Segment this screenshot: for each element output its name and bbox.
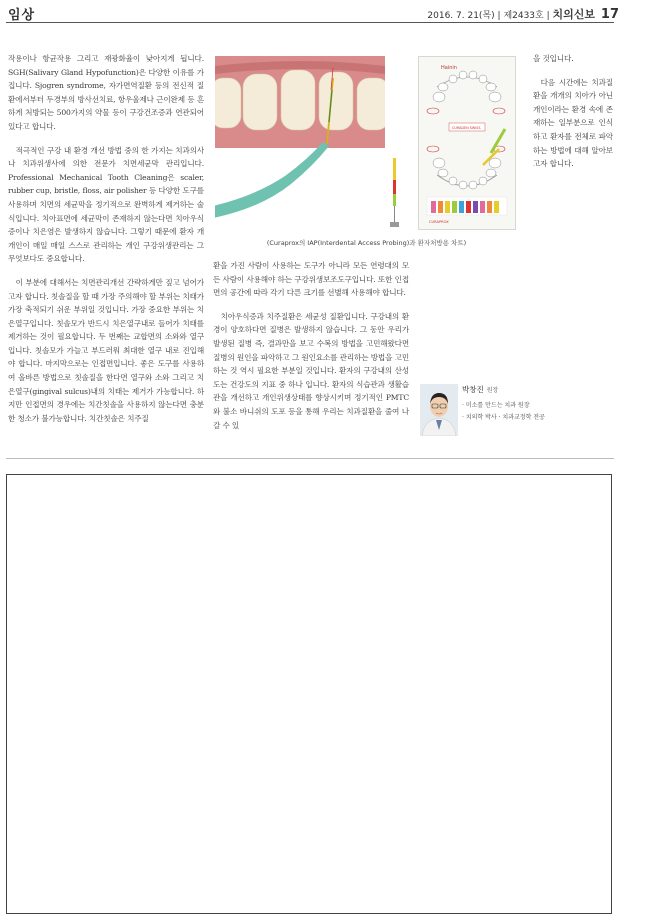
article-column-3 xyxy=(533,52,613,181)
prescription-chart xyxy=(418,56,516,230)
figure-caption: (Curaprox의 IAP(Interdental Access Probing)과 환자처방용 차트) xyxy=(266,239,467,247)
paragraph: 적극적인 구강 내 환경 개선 방법 중의 한 가지는 치과의사나 치과위생사에 의한 전문가 치면세균막 관리입니다. Professional Mechanical Tooth Cleaning은 scaler, rubber cup, bristle, floss, air polisher 등 다양한 도구를 사용하며 치면의 세균막을 정기적으로 완벽하게 제거하는 술식입니다. 치아표면에 세균막이 존재하지 않는다면 치아우식증이나 치은염은 발생하지 않습니다. 그렇기 때문에 환자 개개인이 매일 매일 스스로 관리하는 개인 구강위생관리는 그 무엇보다도 중요합니다. xyxy=(8,145,204,264)
paragraph: 작용이나 항균작용 그리고 재광화율이 낮아지게 됩니다. SGH(Salivary Gland Hypofunction)은 다양한 이유를 가집니다. Sjogren syndrome, 자가면역질환 등의 전신적 질환에서부터 두경부의 방사선치료, 항우울제나 근이완제 등 흔하게 처방되는 500가지의 약물 등이 구강건조증과 연관되어 있다고 합니다. xyxy=(8,54,204,131)
section-title: 임상 xyxy=(8,8,36,23)
separator: | xyxy=(497,11,504,21)
paragraph: 치아우식증과 치주질환은 세균성 질환입니다. 구강내의 환경이 양호하다면 질병은 발생하지 않습니다. 그 동안 우리가 발생된 질병 즉, 결과만을 보고 수복의 방법을 고민해왔다면 질병의 원인을 파악하고 그 원인요소를 관리하는 방법을 고민하는 것 역시 필요한 부분일 것입니다. 환자의 구강내의 산성도는 건강도의 지표 중 하나 입니다. 환자의 식습관과 생활습관을 개선하고 개인위생상태를 향상시키며 정기적인 PMTC와 불소 바니쉬의 도포 등을 통해 우리는 치과질환을 줄여 나갈 수 있 xyxy=(213,311,409,430)
masthead-info xyxy=(427,6,619,22)
paragraph: 을 것입니다. xyxy=(533,54,574,63)
paragraph: 다음 시간에는 치과질환을 개개의 치아가 아닌 개인이라는 환경 속에 존재하는 일부분으로 인식하고 환자를 전체로 파악하는 방법에 대해 알아보고자 합니다. xyxy=(533,77,613,169)
svg-text:Hainin: Hainin xyxy=(441,65,457,71)
paper-name: 치의신보 xyxy=(552,8,596,21)
header-rule xyxy=(6,22,614,23)
author-box xyxy=(420,384,620,444)
paragraph: 이 부분에 대해서는 치면관리개선 간략하게만 짚고 넘어가고자 합니다. 칫솔질을 할 때 가장 주의해야 할 부위는 치태가 가장 축적되기 쉬운 부위일 것입니다. 가장 중요한 부위는 치은열구입니다. 칫솔모가 반드시 치은열구내로 들어가 치태를 제거하는 것이 필요합니다. 두 번째는 교합면의 소와와 열구입니다. 칫솔모가 가늘고 부드러워 최대한 열구 내로 진입해야 합니다. 마지막으로는 인접면입니다. 좋은 도구를 사용하여 올바른 방법으로 칫솔질을 한다면 열구와 소와 그리고 치은열구(gingival sulcus)내의 치태는 제거가 가능합니다. 하지만 인접면의 경우에는 치간칫솔을 사용하지 않는다면 충분한 청소가 불가능합니다. 치간칫솔은 치주질 xyxy=(8,277,204,423)
author-photo xyxy=(420,384,458,436)
author-affiliation: · 미소를 만드는 치과 원장 xyxy=(462,402,530,409)
author-name-line xyxy=(462,384,498,395)
author-title: 원장 xyxy=(486,387,499,394)
article-column-2 xyxy=(213,259,409,442)
blank-ad-frame xyxy=(6,474,612,914)
paragraph: 환을 가진 사람이 사용하는 도구가 아니라 모든 연령대의 모든 사람이 사용해야 하는 구강위생보조도구입니다. 또한 인접면의 공간에 따라 각기 다른 크기를 선별해 사용해야 합니다. xyxy=(213,261,409,298)
section-divider xyxy=(6,458,614,459)
article-column-1 xyxy=(8,52,204,435)
page-number: 17 xyxy=(600,7,619,22)
issue-date: 2016. 7. 21(목) xyxy=(427,11,495,21)
author-credentials: · 치의학 박사 · 치과교정학 전공 xyxy=(462,414,545,421)
issue-number: 제2433호 xyxy=(503,11,544,21)
author-name: 박창진 xyxy=(462,385,484,394)
chart-brand-text: CURADEN SWISS xyxy=(452,126,481,130)
chart-logo-text: CURAPROX xyxy=(429,220,449,224)
probe-tool-image xyxy=(388,158,402,230)
interdental-brush-photo xyxy=(215,56,385,230)
separator: | xyxy=(546,11,553,21)
